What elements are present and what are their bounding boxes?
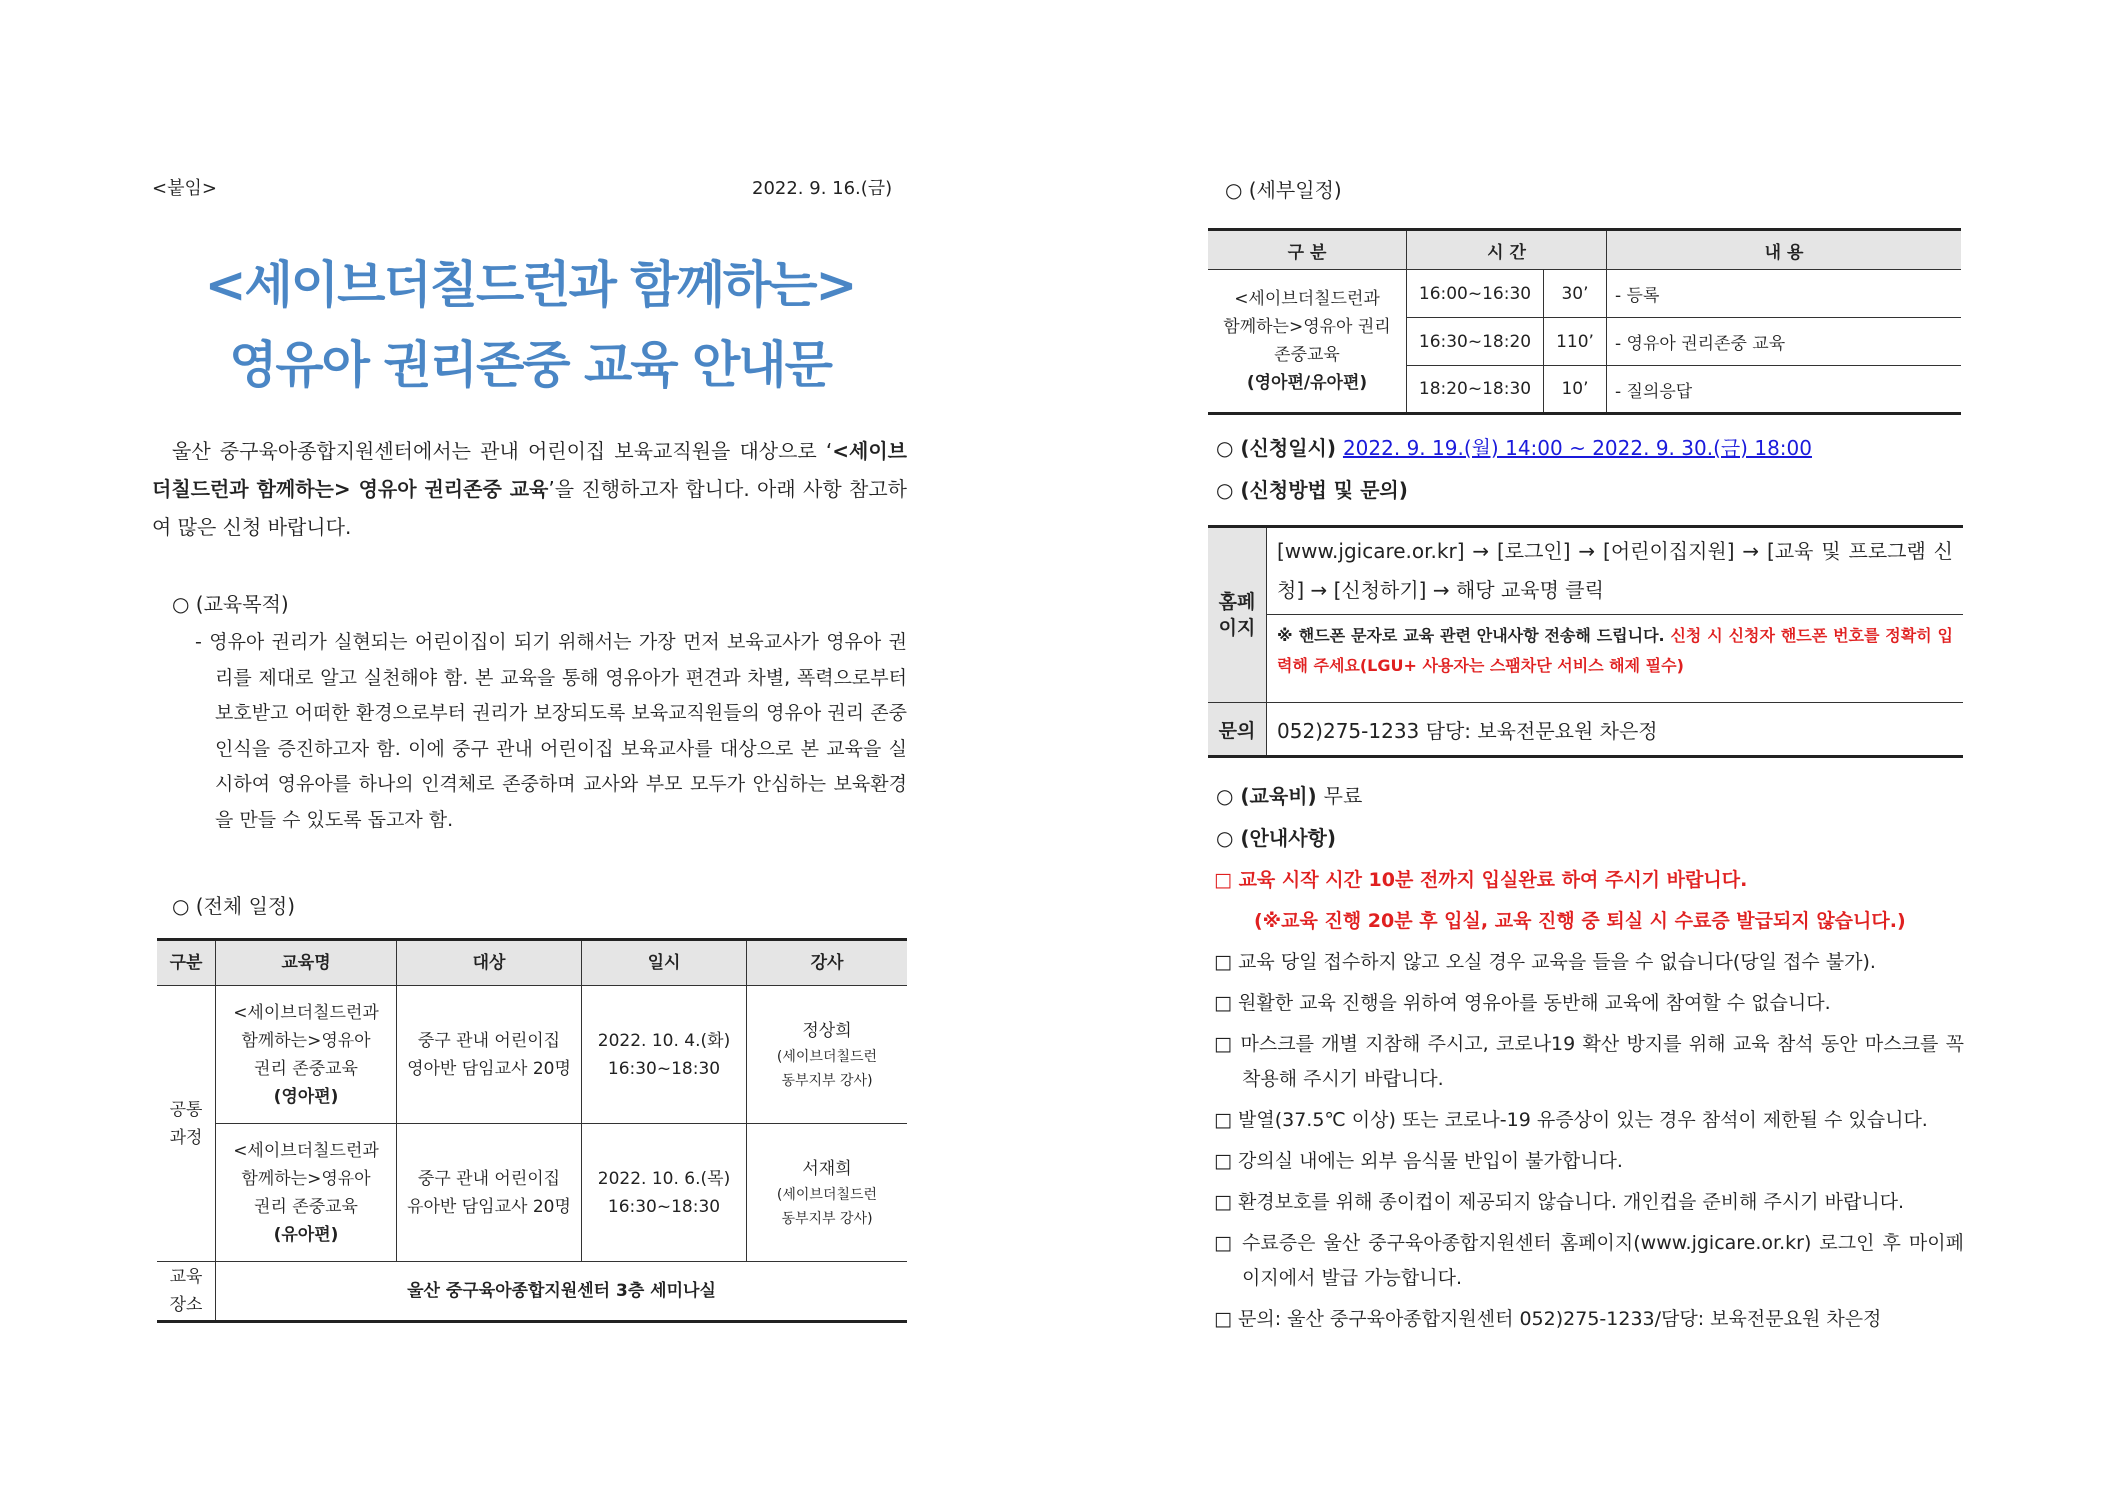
target-cell: 중구 관내 어린이집 영아반 담임교사 20명 [397, 986, 582, 1124]
target-cell: 중구 관내 어린이집 유아반 담임교사 20명 [397, 1124, 582, 1262]
notices-list [1214, 860, 1964, 1340]
lecturer-cell: 서재희 (세이브더칠드런 동부지부 강사) [747, 1124, 908, 1262]
notice-item: □ 수료증은 울산 중구육아종합지원센터 홈페이지(www.jgicare.or.kr) 로그인 후 마이페이지에서 발급 가능합니다. [1214, 1232, 1964, 1289]
overall-schedule-table [157, 938, 907, 1323]
detail-schedule-table [1208, 228, 1961, 415]
document-date: 2022. 9. 16.(금) [752, 178, 893, 199]
content-cell: - 영유아 권리존중 교육 [1607, 318, 1962, 366]
title-line2: 영유아 권리존중 교육 안내문 [229, 336, 831, 394]
time-cell: 16:30~18:20 [1407, 318, 1544, 366]
datetime-cell: 2022. 10. 4.(화) 16:30~18:30 [582, 986, 747, 1124]
col-header: 구분 [157, 940, 216, 986]
inquiry-label-cell: 문의 [1208, 703, 1267, 757]
notices-heading: ○ (안내사항) [1216, 826, 1336, 850]
duration-cell: 30’ [1544, 270, 1607, 318]
time-cell: 16:00~16:30 [1407, 270, 1544, 318]
table-row [1208, 527, 1963, 703]
duration-cell: 110’ [1544, 318, 1607, 366]
purpose-heading: ○ (교육목적) [172, 592, 289, 616]
col-header: 강사 [747, 940, 908, 986]
place-label-cell: 교육 장소 [157, 1262, 216, 1322]
duration-cell: 10’ [1544, 366, 1607, 414]
col-header: 일시 [582, 940, 747, 986]
detail-schedule-heading: ○ (세부일정) [1225, 178, 1342, 202]
notice-item: □ 발열(37.5℃ 이상) 또는 코로나-19 유증상이 있는 경우 참석이 제한될 수 있습니다. [1214, 1109, 1928, 1131]
attach-label: <붙임> [152, 178, 217, 199]
content-cell: - 등록 [1607, 270, 1962, 318]
fee-line: ○ (교육비) 무료 [1216, 784, 1363, 808]
col-header: 구 분 [1208, 230, 1407, 270]
content-cell: - 질의응답 [1607, 366, 1962, 414]
notice-item: □ 강의실 내에는 외부 음식물 반입이 불가합니다. [1214, 1150, 1623, 1172]
intro-paragraph: 울산 중구육아종합지원센터에서는 관내 어린이집 보육교직원을 대상으로 ‘<세이브더칠드런과 함께하는> 영유아 권리존중 교육’을 진행하고자 합니다. 아래 사항 참고하여 많은 신청 바랍니다. [152, 439, 907, 539]
homepage-path: [www.jgicare.or.kr] → [로그인] → [어린이집지원] → [교육 및 프로그램 신청] → [신청하기] → 해당 교육명 클릭 [1267, 528, 1963, 615]
application-method-heading: ○ (신청방법 및 문의) [1216, 478, 1408, 502]
homepage-label-cell: 홈페 이지 [1208, 527, 1267, 703]
col-header: 내 용 [1607, 230, 1962, 270]
lecturer-cell: 정상희 (세이브더칠드런 동부지부 강사) [747, 986, 908, 1124]
time-cell: 18:20~18:30 [1407, 366, 1544, 414]
table-row [157, 1262, 907, 1322]
category-cell: 공통 과정 [157, 986, 216, 1262]
datetime-cell: 2022. 10. 6.(목) 16:30~18:30 [582, 1124, 747, 1262]
notice-item-red: □ 교육 시작 시간 10분 전까지 입실완료 하여 주시기 바랍니다. [1214, 869, 1748, 891]
table-row [1208, 703, 1963, 757]
notice-item: □ 마스크를 개별 지참해 주시고, 코로나19 확산 방지를 위해 교육 참석 동안 마스크를 꼭 착용해 주시기 바랍니다. [1214, 1033, 1964, 1090]
table-row [1208, 270, 1961, 318]
table-row [157, 1124, 907, 1262]
detail-category-cell: <세이브더칠드런과 함께하는>영유아 권리 존중교육 (영아편/유아편) [1208, 270, 1407, 414]
inquiry-value-cell: 052)275-1233 담당: 보육전문요원 차은정 [1267, 703, 1964, 757]
col-header: 대상 [397, 940, 582, 986]
homepage-content-cell [1267, 527, 1964, 703]
place-cell: 울산 중구육아종합지원센터 3층 세미나실 [216, 1262, 908, 1322]
sms-note: ※ 핸드폰 문자로 교육 관련 안내사항 전송해 드립니다. 신청 시 신청자 핸드폰 번호를 정확히 입력해 주세요(LGU+ 사용자는 스팸차단 서비스 해제 필수) [1277, 626, 1953, 675]
table-row [157, 986, 907, 1124]
course-name-cell: <세이브더칠드런과 함께하는>영유아 권리 존중교육 (유아편) [216, 1124, 397, 1262]
col-header: 교육명 [216, 940, 397, 986]
notice-item: □ 환경보호를 위해 종이컵이 제공되지 않습니다. 개인컵을 준비해 주시기 바랍니다. [1214, 1191, 1905, 1213]
col-header: 시 간 [1407, 230, 1607, 270]
application-period: ○ (신청일시) 2022. 9. 19.(월) 14:00 ~ 2022. 9. 30.(금) 18:00 [1216, 436, 1812, 460]
notice-item: □ 원활한 교육 진행을 위하여 영유아를 동반해 교육에 참여할 수 없습니다. [1214, 992, 1831, 1014]
notice-item-red-sub: (※교육 진행 20분 후 입실, 교육 진행 중 퇴실 시 수료증 발급되지 않습니다.) [1254, 910, 1906, 932]
course-name-cell: <세이브더칠드런과 함께하는>영유아 권리 존중교육 (영아편) [216, 986, 397, 1124]
overall-schedule-heading: ○ (전체 일정) [172, 894, 296, 918]
purpose-body: - 영유아 권리가 실현되는 어린이집이 되기 위해서는 가장 먼저 보육교사가 영유아 권리를 제대로 알고 실천해야 함. 본 교육을 통해 영유아가 편견과 차별, 폭력으로부터 보호받고 어떠한 환경으로부터 권리가 보장되도록 보육교직원들의 영유아 권리 존중 인식을 증진하고자 함. 이에 중구 관내 어린이집 보육교사를 대상으로 본 교육을 실시하여 영유아를 하나의 인격체로 존중하며 교사와 부모 모두가 안심하는 보육환경을 만들 수 있도록 돕고자 함. [195, 631, 907, 831]
title-line1: <세이브더칠드런과 함께하는> [204, 256, 856, 314]
notice-item: □ 교육 당일 접수하지 않고 오실 경우 교육을 들을 수 없습니다(당일 접수 불가). [1214, 951, 1876, 973]
notice-item: □ 문의: 울산 중구육아종합지원센터 052)275-1233/담당: 보육전문요원 차은정 [1214, 1308, 1882, 1330]
application-table [1208, 525, 1963, 758]
